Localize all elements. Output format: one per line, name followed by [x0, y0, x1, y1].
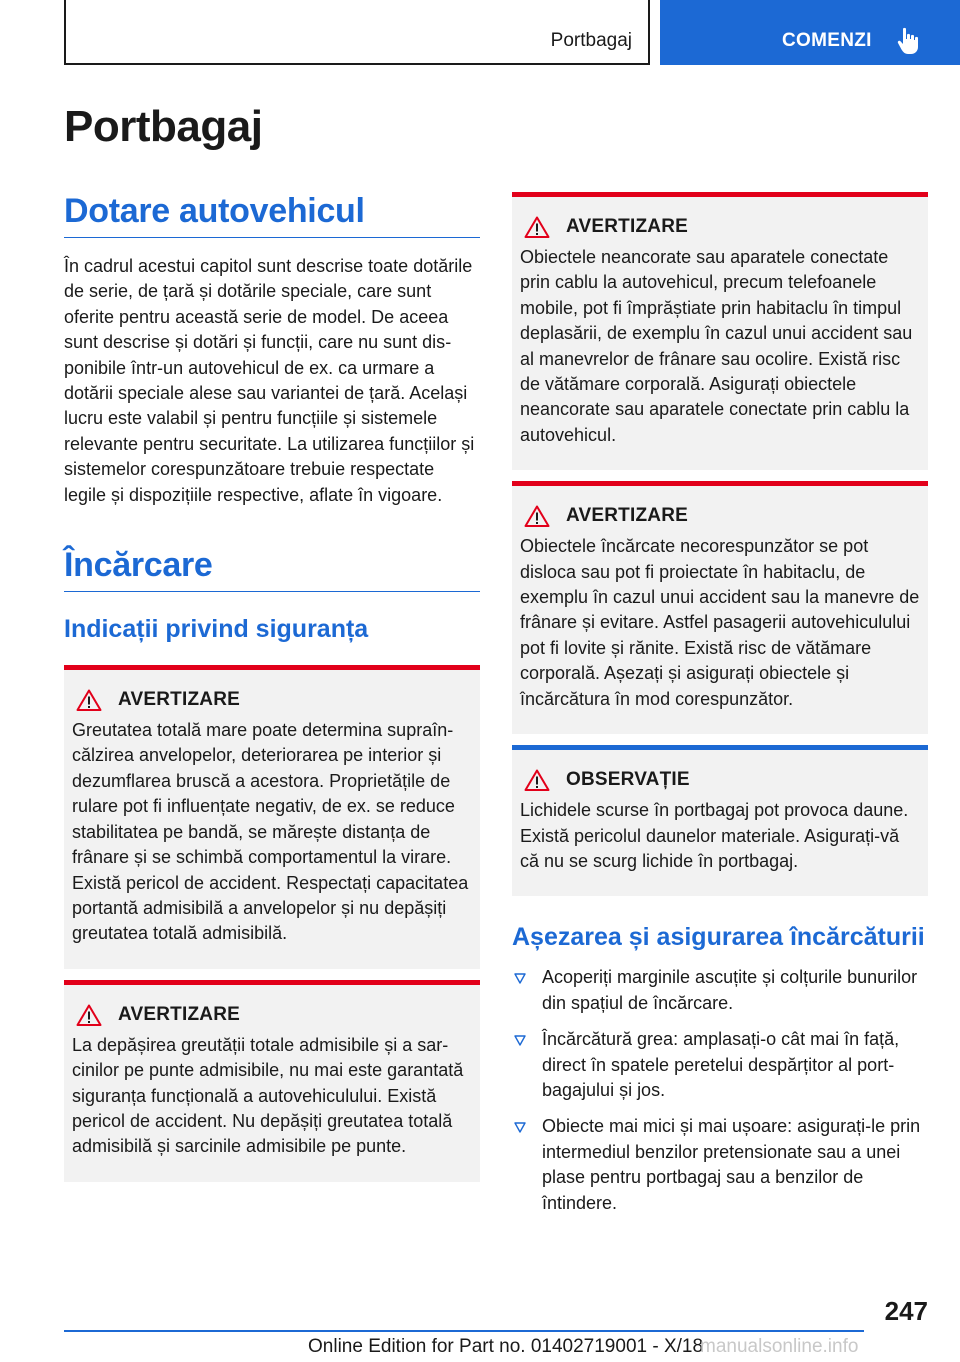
warning-text: Obiectele neancorate sau aparatele conectate prin cablu la autovehicul, precum telefoanele mobile, pot fi împrăștiate prin habitaclu în timpul deplasării, de exemplu în cazul unui accident sau al manevrelor de frânare sau ocolire. Există risc de vătămare corporală. Asigurați obiectele neancorate sau aparatele conectate prin cablu la autovehicul. [520, 247, 913, 445]
step-text: Obiecte mai mici și mai ușoare: asigurați-le prin intermediul benzilor pretensionate sau a unei plase pentru portbagaj sau a benzilor de întindere. [542, 1116, 921, 1213]
warning-text: Greutatea totală mare poate determina supraîncălzirea anvelopelor, deteriorarea pe interior și dezumflarea bruscă a acestora. Proprietățile de rulare pot fi influențate negativ, de ex. se reduce stabilitatea pe bandă, se mărește distanța de frânare și se schimbă comportamentul la virare. Există pericol de accident. Respectați capacitatea portantă admisibilă a anvelopelor și nu depășiți greutatea totală admisibilă. [72, 720, 469, 944]
notice-title: OBSERVAȚIE [566, 769, 690, 791]
subheading-safety: Indicații privind siguranța [64, 615, 369, 644]
dotare-paragraph: În cadrul acestui capitol sunt descrise toate dotările de serie, de țară și dotările speciale, care sunt oferite pentru această serie de model. De aceea sunt descrise și dotări și funcții, care nu sunt disponibile într-un autovehicul de ex. ca urmare a dotării speciale alese sau variantei de țară. Același lucru este valabil și pentru funcțiile și sistemele relevante pentru securitate. La utilizarea funcțiilor și sistemelor corespunzătoare trebuie respectate legile și dispozițiile respective, aflate în vigoare. [64, 256, 475, 505]
chapter-tab-label: COMENZI [782, 30, 872, 51]
warning-title: AVERTIZARE [118, 1003, 240, 1025]
running-header [64, 0, 650, 65]
warning-triangle-icon [76, 689, 102, 711]
list-item [512, 1114, 928, 1216]
step-triangle-icon [514, 973, 526, 984]
hand-pointer-icon [896, 27, 922, 55]
notice-triangle-icon [524, 769, 550, 791]
right-column [512, 192, 928, 1227]
list-item [512, 965, 928, 1016]
warning-box [64, 665, 480, 969]
warning-text: Obiectele încărcate necorespunzător se pot disloca sau pot fi proiectate în habitaclu, de exemplu în cazul unui accident sau la manevre de frânare și evitare. Astfel pasagerii autovehiculului pot fi lovite și rănite. Există risc de vătămare corporală. Așezați și asigurați obiectele și încărcătura în mod corespunzător. [520, 536, 920, 709]
warning-box [512, 481, 928, 734]
warning-box [64, 980, 480, 1182]
step-list [512, 965, 928, 1216]
notice-box [512, 745, 928, 896]
left-column [64, 192, 480, 1182]
chapter-tab[interactable] [660, 0, 960, 65]
footer-divider [64, 1330, 864, 1332]
step-triangle-icon [514, 1035, 526, 1046]
warning-title: AVERTIZARE [566, 505, 688, 527]
edition-note: Online Edition for Part no. 01402719001 - X/18 [308, 1336, 704, 1357]
warning-triangle-icon [524, 505, 550, 527]
header-section-title: Portbagaj [550, 30, 632, 51]
section-heading-dotare: Dotare autovehicul [64, 192, 480, 238]
step-triangle-icon [514, 1122, 526, 1133]
warning-box [512, 192, 928, 470]
section-heading-incarcare: Încărcare [64, 546, 480, 592]
warning-triangle-icon [524, 216, 550, 238]
warning-title: AVERTIZARE [566, 216, 688, 237]
page-number: 247 [884, 1296, 928, 1326]
warning-triangle-icon [76, 1004, 102, 1026]
list-item [512, 1027, 928, 1103]
step-text: Acoperiți marginile ascuțite și colțurile bunurilor din spațiul de încărcare. [542, 967, 918, 1013]
subheading-loading: Așezarea și asigurarea încărcăturii [512, 923, 925, 952]
step-text: Încărcătură grea: amplasați-o cât mai în față, direct în spatele peretelui despărțitor al portbagajului și jos. [542, 1029, 900, 1100]
page-title: Portbagaj [64, 102, 263, 151]
notice-text: Lichidele scurse în portbagaj pot provoca daune. Există pericolul daunelor materiale. Asigurați-vă că nu se scurg lichide în portbagaj. [520, 800, 909, 871]
warning-text: La depășirea greutății totale admisibile și a sarcinilor pe punte admisibile, nu mai este garantată siguranța funcțională a autovehiculului. Există pericol de accident. Nu depășiți greutatea totală admisibilă și sarcinile admisibile pe punte. [72, 1034, 464, 1157]
watermark: manualsonline.info [700, 1336, 859, 1357]
warning-title: AVERTIZARE [118, 689, 240, 711]
